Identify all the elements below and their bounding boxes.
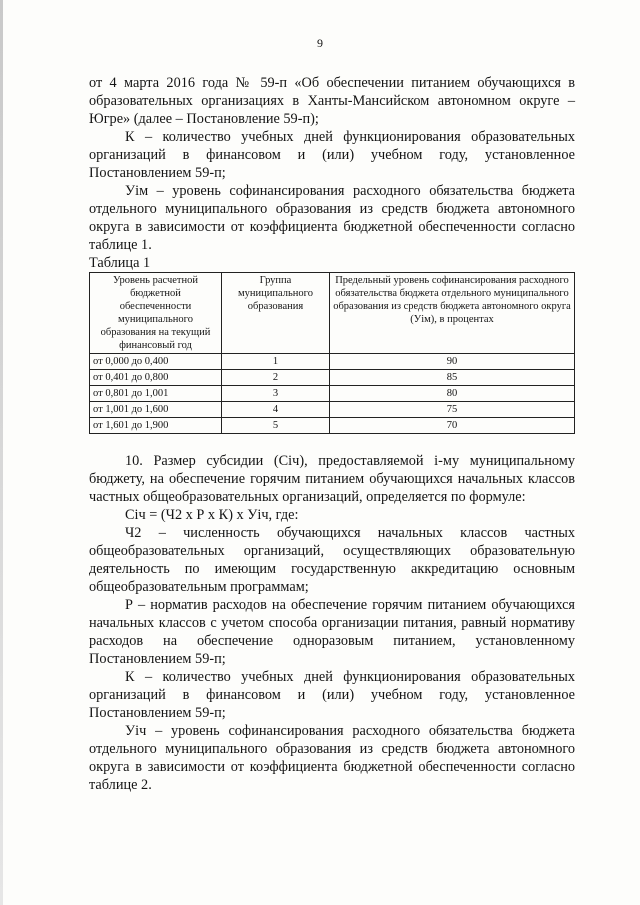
paragraph-k-definition: К – количество учебных дней функционирования образовательных организаций в финансовом и (или) учебном году, установленное Постановлением 59-п;	[89, 129, 575, 181]
cell-percent: 90	[330, 354, 575, 370]
cofinancing-table	[89, 272, 575, 434]
paragraph-ch2-definition: Ч2 – численность обучающихся начальных классов частных общеобразовательных организаций, осуществляющих образовательную деятельность по имеющим государственную аккредитацию основным общеобразовательным программам;	[89, 525, 575, 595]
table-header-row	[90, 273, 575, 354]
cell-percent: 70	[330, 418, 575, 434]
paragraph-uich-definition: Уiч – уровень софинансирования расходного обязательства бюджета отдельного муниципального образования из средств бюджета автономного округа в зависимости от коэффициента бюджетной обеспеченности согласно таблице 2.	[89, 723, 575, 793]
table-row	[90, 402, 575, 418]
cell-group: 2	[222, 370, 330, 386]
table-row	[90, 418, 575, 434]
cell-group: 5	[222, 418, 330, 434]
scan-edge	[0, 0, 3, 905]
cell-range: от 0,401 до 0,800	[90, 370, 222, 386]
cell-range: от 1,601 до 1,900	[90, 418, 222, 434]
cell-group: 3	[222, 386, 330, 402]
paragraph-k2-definition: К – количество учебных дней функционирования образовательных организаций в финансовом и (или) учебном году, установленное Постановлением 59-п;	[89, 669, 575, 721]
document-body	[89, 74, 575, 794]
cell-percent: 85	[330, 370, 575, 386]
cell-percent: 80	[330, 386, 575, 402]
table-caption: Таблица 1	[89, 255, 151, 271]
table-row	[90, 354, 575, 370]
paragraph-resolution-ref: от 4 марта 2016 года № 59-п «Об обеспечении питанием обучающихся в образовательных организациях в Ханты-Мансийском автономном округе – Югре» (далее – Постановление 59-п);	[89, 75, 575, 127]
header-max-level: Предельный уровень софинансирования расходного обязательства бюджета отдельного муниципального образования из средств бюджета автономного округа (Уiм), в процентах	[330, 273, 575, 354]
paragraph-uim-definition: Уiм – уровень софинансирования расходного обязательства бюджета отдельного муниципального образования из средств бюджета автономного округа в зависимости от коэффициента бюджетной обеспеченности согласно таблице 1.	[89, 183, 575, 253]
paragraph-p-definition: Р – норматив расходов на обеспечение горячим питанием обучающихся начальных классов с учетом способа организации питания, равный нормативу расходов на обеспечение одноразовым питанием, установленному Постановлением 59-п;	[89, 597, 575, 667]
cell-percent: 75	[330, 402, 575, 418]
cell-range: от 1,001 до 1,600	[90, 402, 222, 418]
header-group: Группа муниципального образования	[222, 273, 330, 354]
formula: Сiч = (Ч2 х Р х К) х Уiч, где:	[125, 507, 299, 523]
header-budget-level: Уровень расчетной бюджетной обеспеченности муниципального образования на текущий финансовый год	[90, 273, 222, 354]
cell-group: 4	[222, 402, 330, 418]
page-number: 9	[317, 36, 323, 50]
table-row	[90, 370, 575, 386]
cell-range: от 0,000 до 0,400	[90, 354, 222, 370]
table-row	[90, 386, 575, 402]
paragraph-10: 10. Размер субсидии (Сiч), предоставляемой i-му муниципальному бюджету, на обеспечение горячим питанием обучающихся начальных классов частных общеобразовательных организаций, определяется по формуле:	[89, 453, 575, 505]
cell-range: от 0,801 до 1,001	[90, 386, 222, 402]
cell-group: 1	[222, 354, 330, 370]
